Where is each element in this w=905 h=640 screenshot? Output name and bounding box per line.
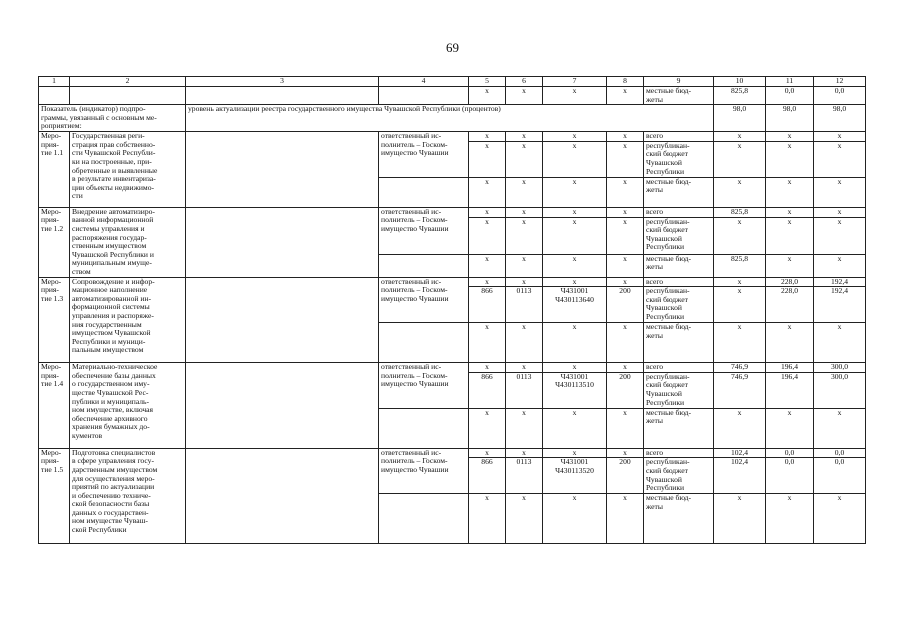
table-cell: 866 xyxy=(469,458,506,494)
table-cell: x xyxy=(543,254,607,277)
table-cell: 825,8 xyxy=(714,254,766,277)
header-cell: 11 xyxy=(766,77,814,87)
table-cell: x xyxy=(814,132,866,142)
indicator-label: Показатель (индикатор) подпро- граммы, увязанный с основным ме- роприятием: xyxy=(39,105,186,132)
funding-source: республикан- ский бюджет Чувашской Республики xyxy=(644,217,714,254)
table-cell: 0,0 xyxy=(814,458,866,494)
table-cell: x xyxy=(766,132,814,142)
table-cell: 200 xyxy=(607,458,644,494)
table-cell: x xyxy=(714,277,766,287)
table-cell: x xyxy=(543,207,607,217)
table-cell: x xyxy=(506,87,543,105)
table-row xyxy=(39,277,866,287)
table-cell: 0113 xyxy=(506,458,543,494)
table-cell: x xyxy=(814,323,866,363)
table-cell: x xyxy=(469,277,506,287)
indicator-text: уровень актуализации реестра государственного имущества Чувашской Республики (процентов) xyxy=(186,105,714,132)
table-cell: x xyxy=(607,277,644,287)
table-cell: x xyxy=(766,408,814,448)
table-cell: 102,4 xyxy=(714,458,766,494)
table-cell: x xyxy=(607,448,644,458)
table-cell: x xyxy=(814,207,866,217)
table-cell: 102,4 xyxy=(714,448,766,458)
header-cell: 1 xyxy=(39,77,70,87)
table-cell: x xyxy=(506,177,543,207)
table-cell: x xyxy=(543,141,607,177)
table-row xyxy=(39,448,866,458)
measure-note-cell xyxy=(186,277,379,363)
table-cell: x xyxy=(506,408,543,448)
table-cell: 196,4 xyxy=(766,372,814,408)
table-cell: x xyxy=(814,408,866,448)
header-cell: 9 xyxy=(644,77,714,87)
empty-cell xyxy=(379,494,469,544)
measure-code: Меро- прия- тие 1.2 xyxy=(39,207,70,277)
table-cell: x xyxy=(714,177,766,207)
table-cell: x xyxy=(543,132,607,142)
table-cell: x xyxy=(714,494,766,544)
table-cell: 0,0 xyxy=(766,458,814,494)
table-cell: 300,0 xyxy=(814,363,866,373)
table-cell: x xyxy=(469,87,506,105)
table-cell: x xyxy=(469,177,506,207)
empty-cell xyxy=(379,254,469,277)
table-cell: x xyxy=(469,141,506,177)
measure-name: Государственная реги- страция прав собственно- сти Чувашской Республи- ки на построенные, при- обретенные и выявленные в результате инвентариза- ции объекты недвижимо- сти xyxy=(70,132,186,208)
table-cell: местные бюд- жеты xyxy=(644,87,714,105)
table-cell: 228,0 xyxy=(766,287,814,323)
indicator-value: 98,0 xyxy=(814,105,866,132)
table-cell: 746,9 xyxy=(714,363,766,373)
table-cell: 192,4 xyxy=(814,277,866,287)
table-cell: x xyxy=(766,177,814,207)
table-cell: x xyxy=(506,254,543,277)
table-cell: x xyxy=(543,363,607,373)
table-row xyxy=(39,207,866,217)
table-cell: 866 xyxy=(469,287,506,323)
measure-executor: ответственный ис- полнитель – Госком- имущество Чувашии xyxy=(379,207,469,254)
header-cell: 4 xyxy=(379,77,469,87)
table-cell: x xyxy=(543,177,607,207)
table-cell: x xyxy=(814,494,866,544)
header-cell: 2 xyxy=(70,77,186,87)
table-cell: x xyxy=(607,408,644,448)
empty-cell xyxy=(70,87,186,105)
table-cell: x xyxy=(607,363,644,373)
indicator-value: 98,0 xyxy=(714,105,766,132)
funding-source: всего xyxy=(644,363,714,373)
empty-cell xyxy=(379,177,469,207)
table-cell: x xyxy=(469,207,506,217)
table-cell: x xyxy=(814,254,866,277)
table-cell: 200 xyxy=(607,372,644,408)
funding-source: местные бюд- жеты xyxy=(644,177,714,207)
table-cell: Ч431001 Ч430113520 xyxy=(543,458,607,494)
table-cell: x xyxy=(469,448,506,458)
header-cell: 8 xyxy=(607,77,644,87)
table-cell: 866 xyxy=(469,372,506,408)
table-cell: x xyxy=(506,448,543,458)
table-cell: x xyxy=(469,494,506,544)
header-cell: 10 xyxy=(714,77,766,87)
table-cell: x xyxy=(506,207,543,217)
measure-name: Внедрение автоматизиро- ванной информационной системы управления и распоряжения государ- ственным имуществом Чувашской Республики и муниципальным имуще- ством xyxy=(70,207,186,277)
table-cell: x xyxy=(607,254,644,277)
table-cell: x xyxy=(506,363,543,373)
indicator-row xyxy=(39,105,866,132)
empty-cell xyxy=(379,323,469,363)
table-cell: x xyxy=(766,494,814,544)
table-cell: x xyxy=(766,207,814,217)
table-cell: x xyxy=(543,277,607,287)
table-cell: x xyxy=(766,217,814,254)
measure-note-cell xyxy=(186,363,379,449)
table-cell: Ч431001 Ч430113640 xyxy=(543,287,607,323)
funding-source: местные бюд- жеты xyxy=(644,323,714,363)
table-cell: x xyxy=(543,323,607,363)
table-row xyxy=(39,363,866,373)
table-cell: 0,0 xyxy=(766,448,814,458)
table-cell: x xyxy=(607,323,644,363)
measure-executor: ответственный ис- полнитель – Госком- имущество Чувашии xyxy=(379,132,469,178)
funding-source: местные бюд- жеты xyxy=(644,254,714,277)
table-cell: x xyxy=(607,132,644,142)
table-cell: x xyxy=(469,132,506,142)
funding-source: всего xyxy=(644,207,714,217)
table-cell: 0,0 xyxy=(814,448,866,458)
table-cell: x xyxy=(469,217,506,254)
table-row xyxy=(39,87,866,105)
table-cell: x xyxy=(543,448,607,458)
table-cell: x xyxy=(714,217,766,254)
table-cell: x xyxy=(607,87,644,105)
table-cell: 192,4 xyxy=(814,287,866,323)
table-cell: x xyxy=(607,207,644,217)
table-cell: x xyxy=(469,408,506,448)
table-cell: x xyxy=(814,217,866,254)
measure-executor: ответственный ис- полнитель – Госком- имущество Чувашии xyxy=(379,448,469,494)
funding-source: республикан- ский бюджет Чувашской Республики xyxy=(644,458,714,494)
table-cell: x xyxy=(506,217,543,254)
funding-source: республикан- ский бюджет Чувашской Республики xyxy=(644,141,714,177)
table-cell: 196,4 xyxy=(766,363,814,373)
measure-note-cell xyxy=(186,448,379,544)
header-cell: 12 xyxy=(814,77,866,87)
header-cell: 7 xyxy=(543,77,607,87)
measure-note-cell xyxy=(186,207,379,277)
table-cell: 228,0 xyxy=(766,277,814,287)
measure-executor: ответственный ис- полнитель – Госком- имущество Чувашии xyxy=(379,363,469,409)
measure-code: Меро- прия- тие 1.4 xyxy=(39,363,70,449)
table-cell: x xyxy=(766,141,814,177)
table-cell: 825,8 xyxy=(714,87,766,105)
table-cell: 200 xyxy=(607,287,644,323)
table-cell: x xyxy=(714,141,766,177)
measure-code: Меро- прия- тие 1.5 xyxy=(39,448,70,544)
empty-cell xyxy=(39,87,70,105)
table-cell: Ч431001 Ч430113510 xyxy=(543,372,607,408)
measure-name: Подготовка специалистов в сфере управления госу- дарственным имуществом для осуществления меро- приятий по актуализации и обеспечению техниче- ской безопасности базы данных о государствен- ном имуществе Чуваш- ской Республики xyxy=(70,448,186,544)
table-cell: x xyxy=(506,277,543,287)
measure-note-cell xyxy=(186,132,379,208)
table-cell: x xyxy=(469,323,506,363)
table-row xyxy=(39,132,866,142)
funding-source: местные бюд- жеты xyxy=(644,408,714,448)
funding-source: республикан- ский бюджет Чувашской Республики xyxy=(644,287,714,323)
budget-table xyxy=(38,76,866,544)
measure-code: Меро- прия- тие 1.3 xyxy=(39,277,70,363)
table-cell: x xyxy=(506,132,543,142)
empty-cell xyxy=(379,408,469,448)
empty-cell xyxy=(186,87,379,105)
table-cell: x xyxy=(714,323,766,363)
funding-source: местные бюд- жеты xyxy=(644,494,714,544)
empty-cell xyxy=(379,87,469,105)
table-cell: 0,0 xyxy=(766,87,814,105)
table-cell: x xyxy=(714,287,766,323)
table-cell: 825,8 xyxy=(714,207,766,217)
table-cell: x xyxy=(766,323,814,363)
table-cell: x xyxy=(607,217,644,254)
table-cell: x xyxy=(506,323,543,363)
funding-source: республикан- ский бюджет Чувашской Республики xyxy=(644,372,714,408)
page-number: 69 xyxy=(446,40,459,55)
header-cell: 5 xyxy=(469,77,506,87)
table-cell: x xyxy=(714,408,766,448)
table-cell: x xyxy=(766,254,814,277)
table-cell: x xyxy=(506,494,543,544)
table-cell: x xyxy=(469,363,506,373)
table-cell: x xyxy=(506,141,543,177)
table-cell: x xyxy=(814,141,866,177)
table-cell: 0,0 xyxy=(814,87,866,105)
table-cell: x xyxy=(543,408,607,448)
table-cell: x xyxy=(607,494,644,544)
table-cell: 746,9 xyxy=(714,372,766,408)
header-cell: 3 xyxy=(186,77,379,87)
header-cell: 6 xyxy=(506,77,543,87)
table-cell: x xyxy=(607,141,644,177)
table-cell: x xyxy=(543,494,607,544)
table-cell: 0113 xyxy=(506,372,543,408)
table-cell: x xyxy=(543,87,607,105)
table-cell: x xyxy=(543,217,607,254)
table-cell: x xyxy=(714,132,766,142)
header-row xyxy=(39,77,866,87)
table-cell: x xyxy=(814,177,866,207)
indicator-value: 98,0 xyxy=(766,105,814,132)
funding-source: всего xyxy=(644,132,714,142)
measure-executor: ответственный ис- полнитель – Госком- имущество Чувашии xyxy=(379,277,469,323)
funding-source: всего xyxy=(644,448,714,458)
table-cell: x xyxy=(607,177,644,207)
funding-source: всего xyxy=(644,277,714,287)
table-cell: 300,0 xyxy=(814,372,866,408)
table-cell: 0113 xyxy=(506,287,543,323)
measure-code: Меро- прия- тие 1.1 xyxy=(39,132,70,208)
measure-name: Материально-техническое обеспечение базы данных о государственном иму- ществе Чувашской Рес- публики и муниципаль- ном имуществе, включая обеспечение архивного хранения бумажных до- кументов xyxy=(70,363,186,449)
measure-name: Сопровождение и инфор- мационное наполнение автоматизированной ин- формационной системы управления и распоряже- ния государственным имуществом Чувашской Республики и муници- пальным имуществом xyxy=(70,277,186,363)
table-cell: x xyxy=(469,254,506,277)
